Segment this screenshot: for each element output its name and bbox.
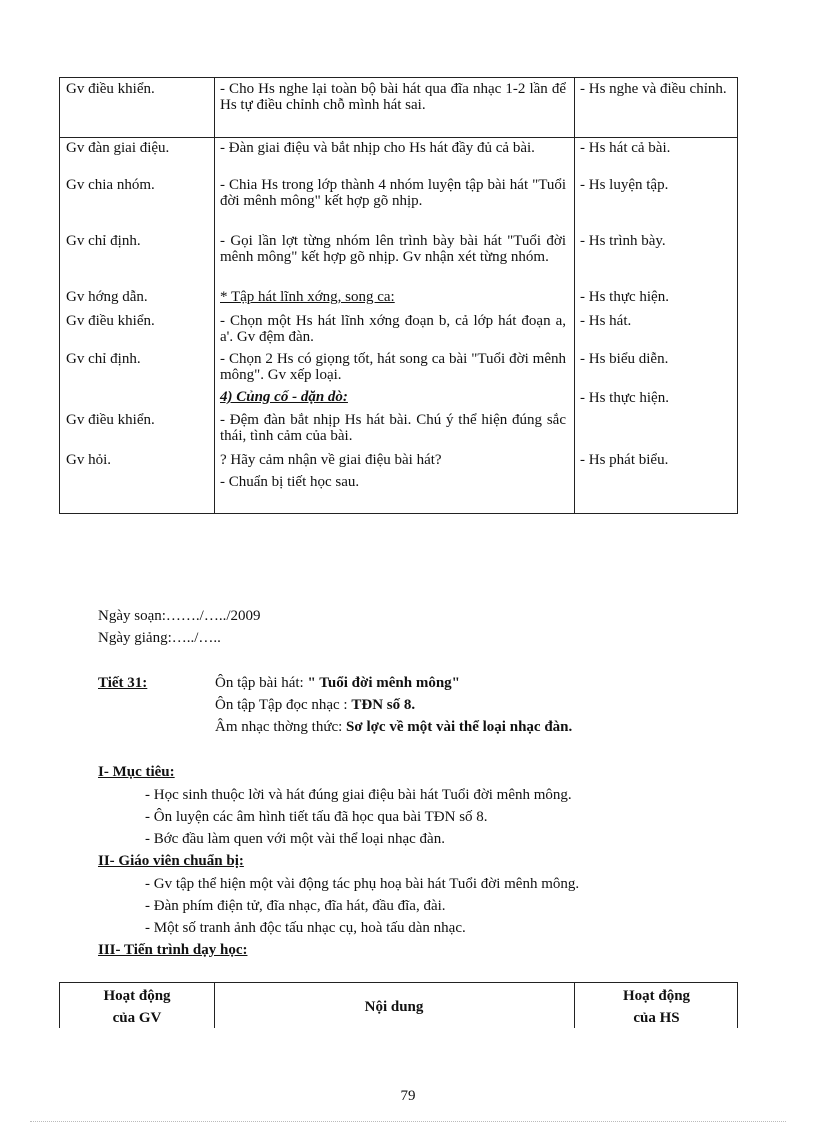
lesson-line-3-prefix: Âm nhạc thờng thức: [215,719,347,735]
content-cell: * Tập hát lĩnh xớng, song ca: [220,289,395,305]
lesson-line-3 [215,717,572,737]
hs-activity: - Hs thực hiện. [580,390,669,406]
gv-activity: Gv điều khiển. [66,412,155,428]
hs-activity: - Hs hát cả bài. [580,140,671,156]
hs-activity: - Hs luyện tập. [580,177,669,193]
content-cell: - Cho Hs nghe lại toàn bộ bài hát qua đĩa nhạc 1-2 lần để Hs tự điều chỉnh chỗ mình hát sai. [220,81,566,113]
content-cell: - Chọn 2 Hs có giọng tốt, hát song ca bài "Tuổi đời mênh mông". Gv xếp loại. [220,351,566,383]
date-prepared: Ngày soạn:……./…../2009 [98,608,261,624]
lesson-line-1 [215,673,460,693]
preparation-item: - Gv tập thể hiện một vài động tác phụ hoạ bài hát Tuổi đời mênh mông. [145,876,580,892]
preparation-item: - Đàn phím điện tử, đĩa nhạc, đĩa hát, đầu đĩa, đài. [145,898,446,914]
lesson-line-1-title: " Tuổi đời mênh mông" [307,675,460,691]
date-taught: Ngày giảng:…../….. [98,630,221,646]
section-3-title: III- Tiến trình dạy học: [98,942,248,958]
gv-activity: Gv hỏi. [66,452,111,468]
gv-activity: Gv điều khiển. [66,81,155,97]
content-cell: - Đệm đàn bắt nhịp Hs hát bài. Chú ý thể hiện đúng sắc thái, tình cảm của bài. [220,412,566,444]
header-hs-line-2: của HS [633,1010,680,1026]
header-gv [60,985,214,1029]
page-bottom-rule [30,1121,786,1122]
gv-activity: Gv điều khiển. [66,313,155,329]
activity-table [59,77,738,514]
gv-activity: Gv đàn giai điệu. [66,140,170,156]
header-hs-line-1: Hoạt động [622,988,691,1004]
lesson-line-2-prefix: Ôn tập Tập đọc nhạc : [215,697,352,713]
hs-activity: - Hs phát biểu. [580,452,669,468]
hs-activity: - Hs thực hiện. [580,289,669,305]
hs-activity: - Hs trình bày. [580,233,666,249]
gv-activity: Gv chỉ định. [66,233,141,249]
lesson-label: Tiết 31: [98,675,148,691]
hs-activity: - Hs hát. [580,313,632,329]
section-2-title: II- Giáo viên chuẩn bị: [98,853,244,869]
content-cell: ? Hãy cảm nhận về giai điệu bài hát? [220,452,442,468]
preparation-item: - Một số tranh ảnh độc tấu nhạc cụ, hoà tấu dàn nhạc. [145,920,466,936]
content-cell: - Chọn một Hs hát lĩnh xớng đoạn b, cả lớp hát đoạn a, a'. Gv đệm đàn. [220,313,566,345]
content-cell: - Gọi lần lợt từng nhóm lên trình bày bài hát "Tuổi đời mênh mông" kết hợp gõ nhịp. Gv nhận xét từng nhóm. [220,233,566,265]
row-divider [60,137,737,138]
header-hs [574,985,739,1029]
section-1-title: I- Mục tiêu: [98,764,175,780]
page-number: 79 [400,1088,416,1104]
lesson-line-2 [215,695,415,715]
column-divider [574,78,575,513]
objective-item: - Học sinh thuộc lời và hát đúng giai điệu bài hát Tuổi đời mênh mông. [145,787,572,803]
header-content: Nội dung [364,999,424,1015]
gv-activity: Gv hớng dẫn. [66,289,148,305]
content-cell: - Chuẩn bị tiết học sau. [220,474,360,490]
lesson-line-2-title: TĐN số 8. [351,697,416,713]
content-cell: - Đàn giai điệu và bắt nhịp cho Hs hát đầy đủ cả bài. [220,140,535,156]
header-gv-line-1: Hoạt động [103,988,171,1004]
objective-item: - Bớc đầu làm quen với một vài thể loại nhạc đàn. [145,831,445,847]
lesson-line-3-title: Sơ lợc về một vài thể loại nhạc đàn. [346,719,573,735]
gv-activity: Gv chia nhóm. [66,177,155,193]
gv-activity: Gv chỉ định. [66,351,141,367]
header-gv-line-2: của GV [112,1010,162,1026]
lesson-line-1-prefix: Ôn tập bài hát: [215,675,308,691]
hs-activity: - Hs biểu diễn. [580,351,669,367]
hs-activity: - Hs nghe và điều chỉnh. [580,81,727,97]
column-divider [214,78,215,513]
objective-item: - Ôn luyện các âm hình tiết tấu đã học qua bài TĐN số 8. [145,809,488,825]
section-heading: 4) Củng cố - dặn dò: [220,389,348,405]
process-table-header [59,982,738,1028]
content-cell: - Chia Hs trong lớp thành 4 nhóm luyện tập bài hát "Tuổi đời mênh mông" kết hợp gõ nhịp. [220,177,566,209]
